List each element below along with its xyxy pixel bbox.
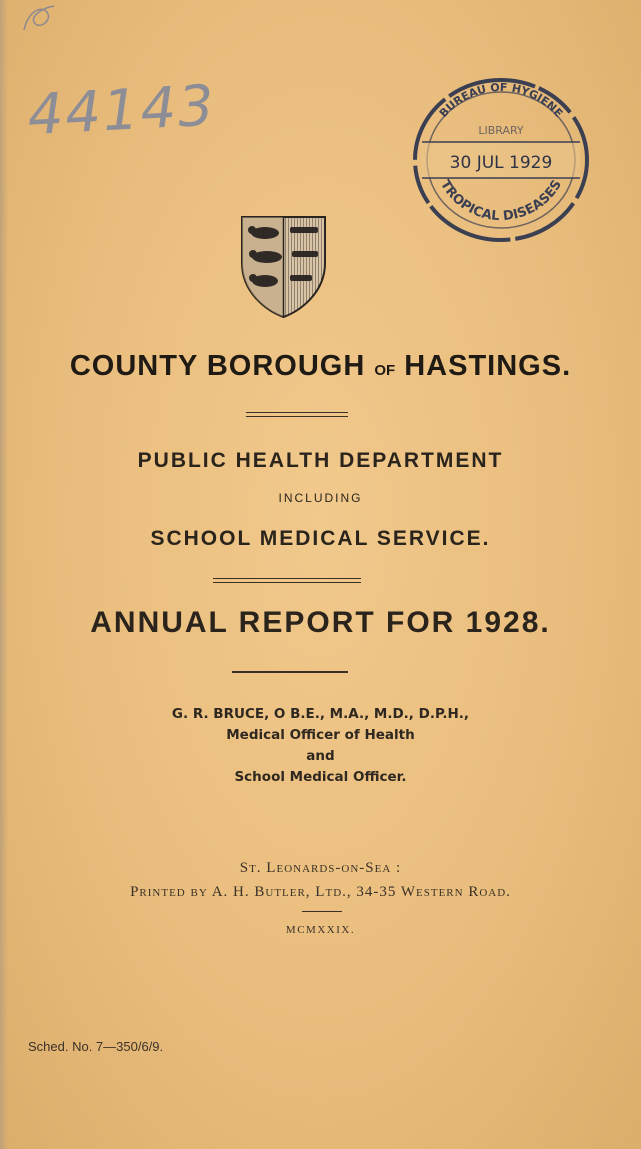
title-place: HASTINGS. (404, 350, 572, 382)
printer-location: St. Leonards-on-Sea : (239, 860, 402, 876)
author-block (0, 704, 641, 788)
year-roman: MCMXXIX. (285, 924, 356, 936)
printer-name: Printed by A. H. Butler, Ltd., 34-35 Western Road. (130, 884, 511, 900)
department-heading: PUBLIC HEALTH DEPARTMENT (137, 449, 504, 472)
page-title (0, 350, 641, 383)
author-role-2: School Medical Officer. (234, 769, 407, 785)
schedule-number: Sched. No. 7—350/6/9. (28, 1039, 164, 1054)
printer-block (0, 856, 641, 904)
stamp-top-text: BUREAU OF HYGIENE (436, 80, 566, 120)
title-prefix: COUNTY BOROUGH (69, 350, 366, 382)
author-name: G. R. BRUCE, O B.E., M.A., M.D., D.P.H., (171, 706, 470, 722)
including-label: INCLUDING (278, 491, 363, 505)
coat-of-arms-shield (240, 215, 327, 319)
double-rule-divider (246, 412, 348, 417)
author-and: and (306, 748, 335, 764)
stamp-bottom-text: TROPICAL DISEASES (437, 177, 565, 225)
pencil-scribble (18, 0, 58, 40)
handwritten-accession-number: 44143 (26, 73, 218, 149)
library-date-stamp (406, 68, 596, 250)
stamp-middle-text: LIBRARY (478, 124, 524, 137)
svg-text:TROPICAL DISEASES (437, 178, 565, 224)
stamp-date: 30 JUL 1929 (449, 153, 553, 173)
page-edge-shadow (0, 0, 8, 1149)
author-role-1: Medical Officer of Health (226, 727, 415, 743)
school-service-heading: SCHOOL MEDICAL SERVICE. (150, 527, 491, 550)
rule-divider (232, 671, 348, 673)
double-rule-divider (213, 578, 361, 583)
report-title: ANNUAL REPORT FOR 1928. (90, 606, 551, 639)
short-rule (302, 911, 342, 912)
title-of: OF (374, 362, 396, 379)
svg-text:BUREAU OF HYGIENE (437, 81, 565, 120)
